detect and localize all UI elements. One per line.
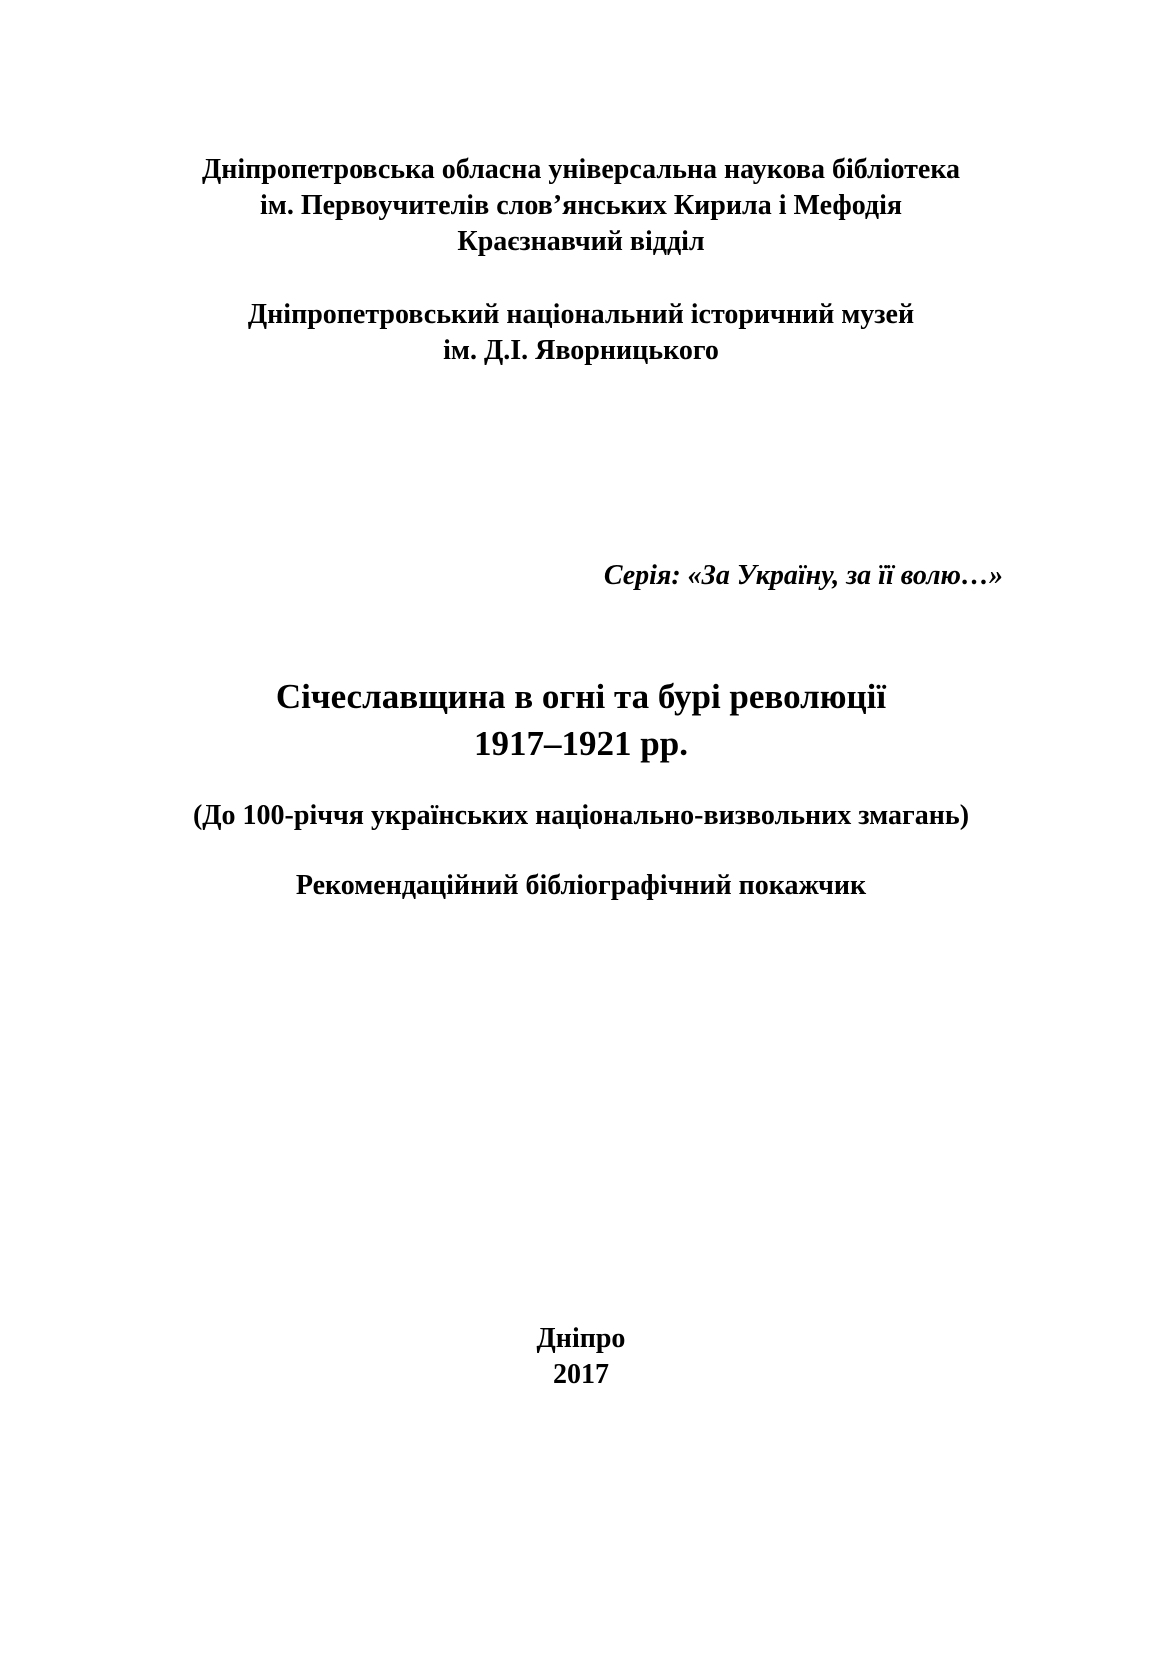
title-line1: Січеславщина в огні та бурі революції — [275, 677, 887, 716]
series-name: Серія: «За Україну, за її волю…» — [603, 560, 1003, 591]
document-title — [0, 673, 1162, 767]
doc-type-text: Рекомендаційний бібліографічний покажчик — [295, 870, 867, 901]
subtitle-text: (До 100-річчя українських національно-визвольних змагань) — [192, 800, 970, 831]
library-name-line1: Дніпропетровська обласна універсальна наукова бібліотека — [201, 154, 961, 185]
museum-header — [0, 297, 1162, 369]
library-name-line2: ім. Первоучителів слов’янських Кирила і Мефодія — [260, 190, 902, 221]
museum-name-line2: ім. Д.І. Яворницького — [443, 335, 719, 366]
document-type — [0, 868, 1162, 904]
imprint-city: Дніпро — [536, 1323, 626, 1354]
museum-name-line1: Дніпропетровський національний історичний музей — [247, 299, 915, 330]
document-subtitle — [0, 798, 1162, 834]
title-line2: 1917–1921 рр. — [474, 724, 688, 763]
imprint — [0, 1321, 1162, 1393]
library-department: Краєзнавчий відділ — [457, 226, 705, 257]
imprint-year: 2017 — [553, 1359, 609, 1390]
library-header — [0, 152, 1162, 260]
